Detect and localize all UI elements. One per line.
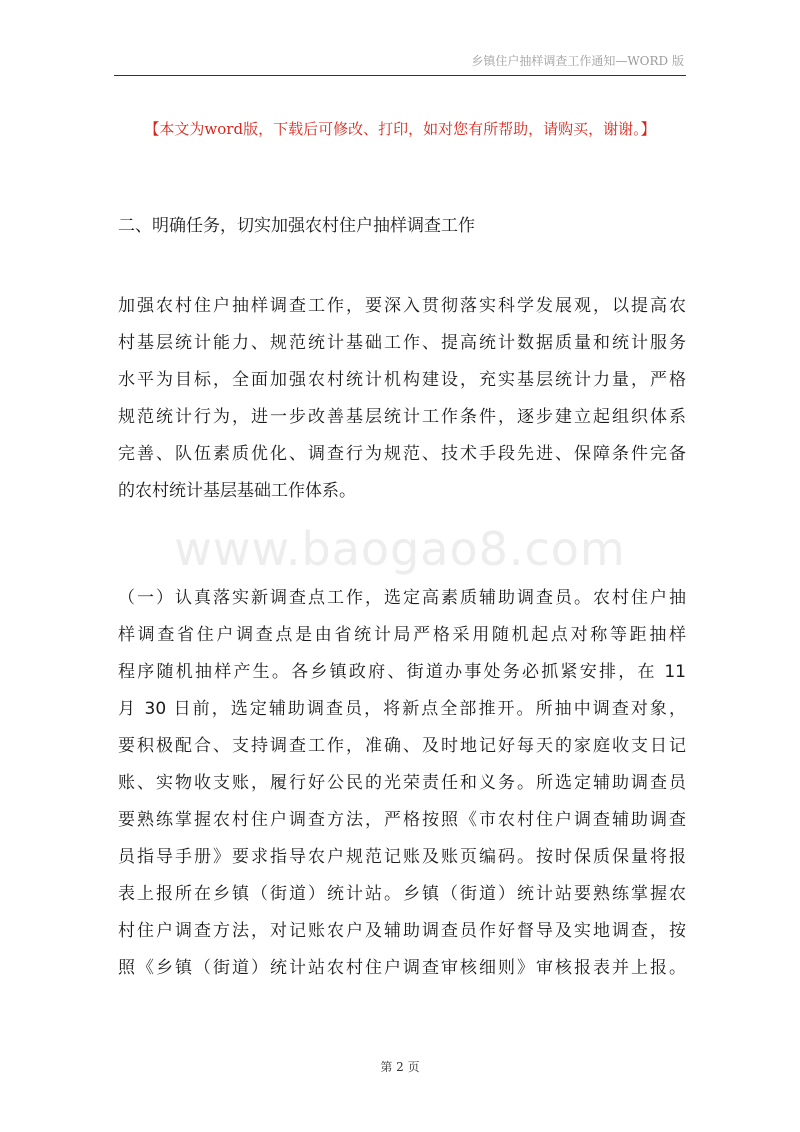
text-line: 账、实物收支账，履行好公民的光荣责任和义务。所选定辅助调查员 [118,773,686,793]
paragraph-1 [118,288,686,510]
watermark: www.baogao8.com [174,522,626,576]
text-line: 村住户调查方法，对记账农户及辅助调查员作好督导及实地调查，按 [118,921,686,941]
header-divider [114,75,686,76]
text-line: 样调查省住户调查点是由省统计局严格采用随机起点对称等距抽样 [118,625,686,645]
text-line: 村基层统计能力、规范统计基础工作、提高统计数据质量和统计服务 [118,333,686,353]
text-line: 表上报所在乡镇（街道）统计站。乡镇（街道）统计站要熟练掌握农 [118,884,686,904]
page-number: 第 2 页 [380,1060,420,1074]
running-header: 乡镇住户抽样调查工作通知—WORD 版 [471,54,684,68]
text-line: （一）认真落实新调查点工作，选定高素质辅助调查员。农村住户抽 [118,588,686,608]
purchase-notice: 【本文为word版，下载后可修改、打印，如对您有所帮助，请购买，谢谢。】 [144,120,656,138]
text-line: 要积极配合、支持调查工作，准确、及时地记好每天的家庭收支日记 [118,736,686,756]
text-line: 加强农村住户抽样调查工作，要深入贯彻落实科学发展观，以提高农 [118,296,686,316]
text-line: 完善、队伍素质优化、调查行为规范、技术手段先进、保障条件完备 [118,444,686,464]
text-line: 的农村统计基层基础工作体系。 [118,481,356,501]
text-line: 水平为目标，全面加强农村统计机构建设，充实基层统计力量，严格 [118,370,686,390]
text-line: 要熟练掌握农村住户调查方法，严格按照《市农村住户调查辅助调查 [118,810,686,830]
text-line: 月 30 日前，选定辅助调查员，将新点全部推开。所抽中调查对象， [118,699,686,719]
text-line: 程序随机抽样产生。各乡镇政府、街道办事处务必抓紧安排，在 11 [118,662,686,682]
section-heading: 二、明确任务，切实加强农村住户抽样调查工作 [118,216,475,236]
paragraph-2 [118,580,686,987]
text-line: 规范统计行为，进一步改善基层统计工作条件，逐步建立起组织体系 [118,407,686,427]
text-line: 照《乡镇（街道）统计站农村住户调查审核细则》审核报表并上报。 [118,958,686,978]
text-line: 员指导手册》要求指导农户规范记账及账页编码。按时保质保量将报 [118,847,686,867]
